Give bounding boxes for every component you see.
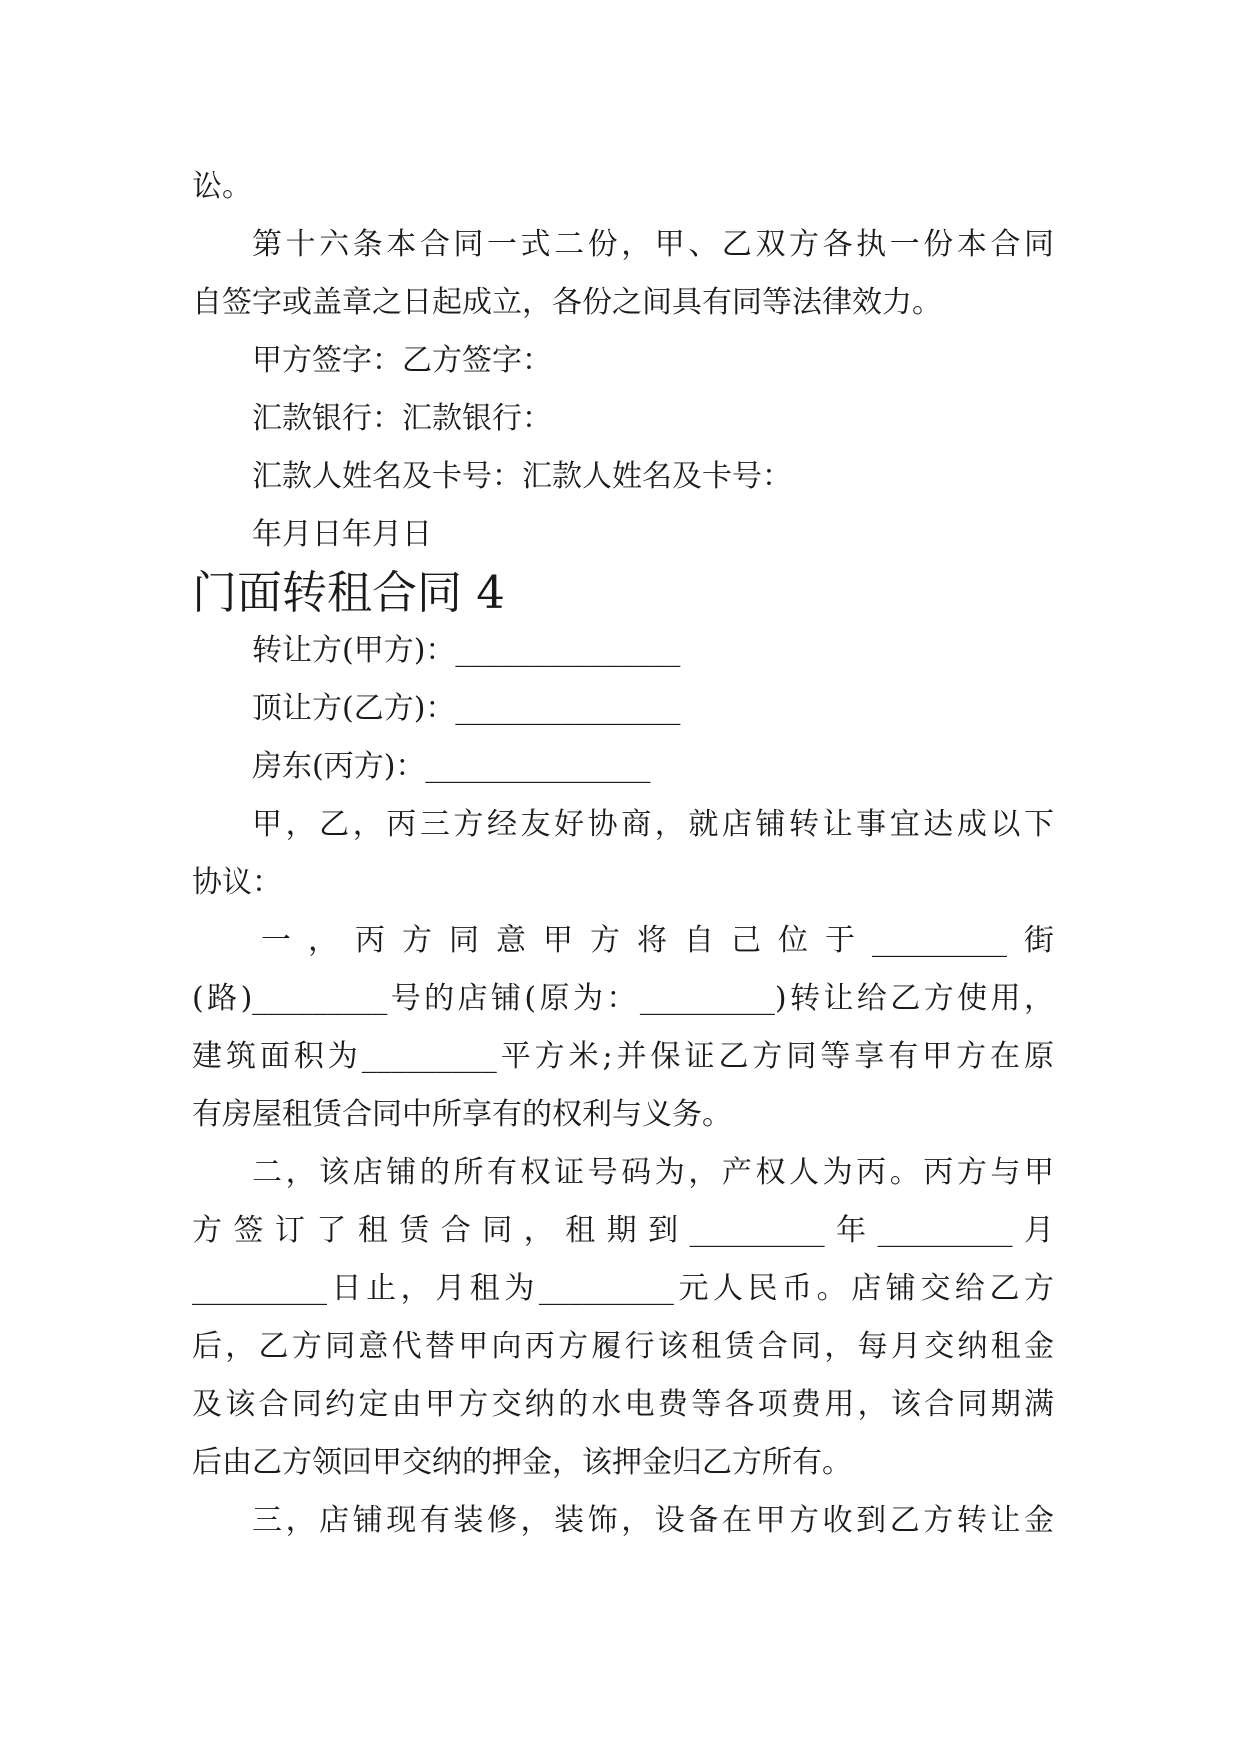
date-line: 年月日年月日	[252, 517, 432, 552]
party-transferee: 顶让方(乙方)：_______________	[252, 691, 681, 726]
clause-3-line: 三，店铺现有装修，装饰，设备在甲方收到乙方转让金	[252, 1503, 1054, 1538]
bank-line: 汇款银行：汇款银行：	[252, 401, 552, 436]
intro-line: 协议：	[192, 865, 282, 900]
clause-2-line: 方签订了租赁合同，租期到_________年_________月	[192, 1213, 1054, 1248]
text-line: 自签字或盖章之日起成立，各份之间具有同等法律效力。	[192, 285, 942, 320]
clause-2-line: 后，乙方同意代替甲向丙方履行该租赁合同，每月交纳租金	[192, 1329, 1054, 1364]
text-line: 第十六条本合同一式二份，甲、乙双方各执一份本合同	[252, 227, 1054, 262]
clause-2-line: 及该合同约定由甲方交纳的水电费等各项费用，该合同期满	[192, 1387, 1054, 1422]
account-line: 汇款人姓名及卡号：汇款人姓名及卡号：	[252, 459, 792, 494]
intro-line: 甲，乙，丙三方经友好协商，就店铺转让事宜达成以下	[252, 807, 1054, 842]
party-landlord: 房东(丙方)：_______________	[252, 749, 651, 784]
signature-line: 甲方签字：乙方签字：	[252, 343, 552, 378]
clause-1-line: 有房屋租赁合同中所享有的权利与义务。	[192, 1097, 732, 1132]
clause-1-line: (路)_________号的店铺(原为：_________)转让给乙方使用，	[192, 981, 1054, 1016]
clause-1-line: 一，丙方同意甲方将自己位于_________街	[261, 923, 1054, 958]
clause-2-line: _________日止，月租为_________元人民币。店铺交给乙方	[192, 1271, 1054, 1306]
clause-2-line: 后由乙方领回甲交纳的押金，该押金归乙方所有。	[192, 1445, 852, 1480]
section-title: 门面转租合同 4	[192, 566, 505, 619]
text-line: 讼。	[192, 169, 252, 204]
clause-1-line: 建筑面积为_________平方米;并保证乙方同等享有甲方在原	[192, 1039, 1054, 1074]
document-body	[192, 158, 1054, 1550]
clause-2-line: 二，该店铺的所有权证号码为，产权人为丙。丙方与甲	[252, 1155, 1054, 1190]
party-transferor: 转让方(甲方)：_______________	[252, 633, 681, 668]
